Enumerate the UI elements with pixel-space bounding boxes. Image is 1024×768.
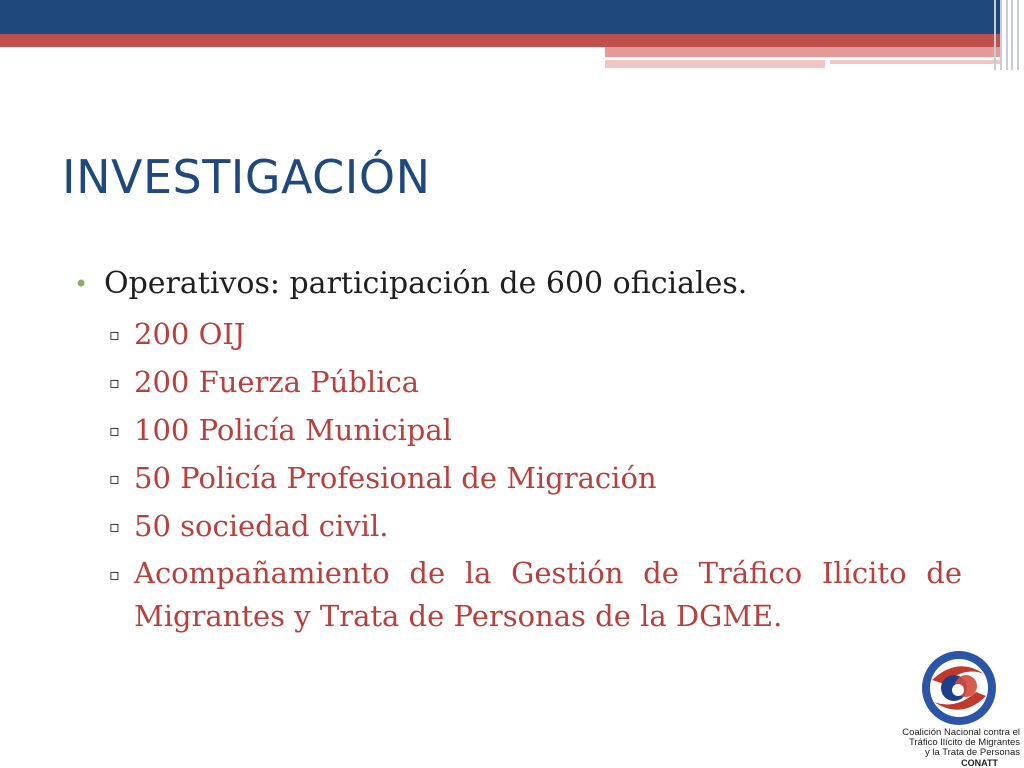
header-blue-band bbox=[0, 0, 1000, 34]
sub-bullet-item: ▫ 100 Policía Municipal bbox=[72, 406, 962, 454]
header-pink-band bbox=[605, 47, 1000, 57]
square-bullet-icon: ▫ bbox=[109, 325, 120, 344]
square-bullet-icon: ▫ bbox=[109, 517, 120, 536]
header-red-band bbox=[0, 34, 1000, 47]
sub-bullet-list bbox=[72, 310, 972, 638]
sub-bullet-item: ▫ Acompañamiento de la Gestión de Tráfico Ilícito de Migrantes y Trata de Personas de la DGME. bbox=[72, 552, 962, 638]
header-stripes bbox=[990, 0, 1024, 70]
header-pink-thin-band-right bbox=[830, 60, 1000, 64]
bullet-dot-icon: • bbox=[74, 270, 89, 298]
square-bullet-icon: ▫ bbox=[109, 469, 120, 488]
main-bullet bbox=[72, 262, 972, 306]
sub-bullet-item: ▫ 50 sociedad civil. bbox=[72, 502, 962, 550]
slide-content bbox=[72, 262, 972, 638]
main-bullet-text: Operativos: participación de 600 oficiales. bbox=[104, 266, 748, 301]
sub-bullet-item: ▫ 50 Policía Profesional de Migración bbox=[72, 454, 962, 502]
logo-caption: Coalición Nacional contra el Tráfico Ilícito de Migrantes y la Trata de Personas CONATT bbox=[902, 727, 1020, 768]
conatt-emblem-icon bbox=[918, 650, 1000, 726]
header-pink-thin-band bbox=[605, 60, 825, 68]
sub-bullet-item: ▫ 200 Fuerza Pública bbox=[72, 358, 962, 406]
sub-bullet-item: ▫ 200 OIJ bbox=[72, 310, 962, 358]
square-bullet-icon: ▫ bbox=[109, 565, 120, 584]
slide-title: INVESTIGACIÓN bbox=[62, 150, 431, 204]
header-decoration bbox=[0, 0, 1024, 70]
conatt-logo bbox=[898, 650, 1018, 766]
square-bullet-icon: ▫ bbox=[109, 421, 120, 440]
square-bullet-icon: ▫ bbox=[109, 373, 120, 392]
